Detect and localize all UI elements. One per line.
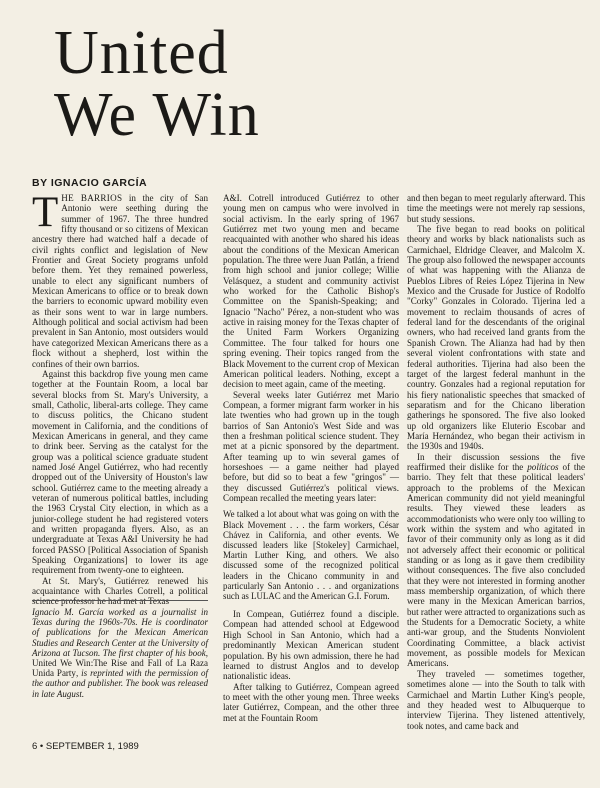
paragraph: The five began to read books on political theory and works by black nationalists such as Carmichael, Eldridge Cleaver, and Malcolm X. The group also followed the newspaper accounts of what was happening with the Alianza de Pueblos Libres of Reies López Tijerina in New Mexico and the Crusade for Justice of Rodolfo "Corky" Gonzales in Colorado. Tijerina led a movement to reclaim thousands of acres of federal land for the descendants of the original owners, who had received land grants from the Spanish Crown. The Alianza had had by then several violent confrontations with state and federal authorities. Tijerina had also been the target of the largest federal manhunt in the country. Gonzales had a regional reputation for his fiery nationalistic speeches that smacked of separatism and for the Chicano liberation gatherings he sponsored. The five also looked up old organizers like Eluterio Escobar and María Hernández, who began their activism in the 1930s and 1940s. bbox=[407, 224, 585, 452]
paragraph-text: in the city of San Antonio were seething during the summer of 1967. The three hundred fifty thousand or so citizens of Mexican ancestry there had watched half a decade of civil rights conflict and legislation of New Frontier and Great Society programs unfold before them. Yet they remained powerless, unable to elect any significant numbers of Mexican Americans to office or to break down the barriers to economic upward mobility even as their sons went to war in large numbers. Although political and social activism had been prevalent in San Antonio, most outsiders would have categorized Mexican Americans there as a flock without a shepherd, lost within the confines of their own barrios. bbox=[32, 193, 208, 369]
paragraph: In Compean, Gutiérrez found a disciple. Compean had attended school at Edgewood High School in San Antonio, which had a predominantly Mexican American student population. By his own admission, there he had learned to distrust Anglos and to develop nationalistic ideas. bbox=[223, 609, 399, 682]
block-quote bbox=[223, 509, 399, 601]
bio-text: Ignacio M. García worked as a journalist in Texas during the 1960s-70s. He is coordinator of publications for the Mexican American Studies and Research Center at the University of Arizona at Tucson. The first chapter of his book, bbox=[32, 607, 208, 658]
bio-divider bbox=[32, 600, 208, 601]
emphasis: políticos bbox=[527, 461, 559, 472]
book-title: United We Win bbox=[32, 658, 91, 669]
paragraph: They traveled — sometimes together, sometimes alone — into the South to talk with Carmichael and Martin Luther King's people, and they headed west to Albuquerque to interview Tijerina. They listened attentively, took notes, and came back and bbox=[407, 668, 585, 731]
article-column-2 bbox=[223, 193, 399, 758]
paragraph-text: of the barrio. They felt that these political leaders' approach to the problems of the Mexican American community did not yield meaningful results. They viewed these leaders as accommodationists who were only too willing to work within the system and who agitated in favor of their community only as long as it did not adversely affect their economic or political standing or as long as it gave them credibility without consequences. The five also concluded that they were not interested in forming another mass membership organization, of which there were many in the Mexican American barrios, but rather were attracted to organizations such as the Students for a Democratic Society, a white anti-war group, and the Students Nonviolent Coordinating Committee, a black activist movement, as possible models for Mexican Americans. bbox=[407, 461, 586, 669]
paragraph: A&I. Cotrell introduced Gutiérrez to other young men on campus who were involved in social activism. In the early spring of 1967 Gutiérrez met two young men and became reacquainted with another who shared his ideas about the conditions of the Mexican American population. The three were Juan Patlán, a friend from high school and junior college; Willie Velásquez, a student and community activist who worked for the Catholic Bishop's Committee on the Spanish-Speaking; and Ignacio "Nacho" Pérez, a non-student who was active in raising money for the Texas chapter of the United Farm Workers Organizing Committee. The four talked for hours one spring evening. Their topics ranged from the Black Movement to the current crop of Mexican American political leaders. Nothing, except a decision to meet again, came of the meeting. bbox=[223, 193, 400, 390]
paragraph: Against this backdrop five young men came together at the Fountain Room, a local bar several blocks from St. Mary's University, a small, Catholic, liberal-arts college. They came to discuss politics, the Chicano student movement in California, and the conditions of Mexican Americans in general, and they came to drink beer. Serving as the catalyst for the group was a political science graduate student named José Angel Gutiérrez, who had recently dropped out of the University of Houston's law school. Gutiérrez came to the meeting already a veteran of numerous political battles, including the 1963 Crystal City election, in which as a junior-college student he had registered voters and written propaganda flyers. Also, as an undergraduate at Texas A&I University he had forced PASSO [Political Association of Spanish Speaking Organizations] to lower its age requirement from twenty-one to eighteen. bbox=[32, 368, 208, 576]
title-line-1: United bbox=[54, 19, 229, 87]
paragraph: and then began to meet regularly afterward. This time the meetings were not merely rap sessions, but study sessions. bbox=[407, 193, 585, 224]
article-column-3 bbox=[407, 193, 585, 758]
paragraph: Several weeks later Gutiérrez met Mario Compean, a former migrant farm worker in his late twenties who had grown up in the tough barrios of San Antonio's West Side and was then a freshman political science student. They met at a picnic sponsored by the department. After teaming up to win several games of horseshoes — a game neither had played before, but did so to beat a few "gringos" — they discussed Gutiérrez's political views. Compean recalled the meeting years later: bbox=[223, 389, 399, 503]
byline: BY IGNACIO GARCÍA bbox=[32, 177, 148, 189]
quote-text: We talked a lot about what was going on with the Black Movement . . . the farm workers, César Chávez in California, and other events. We discussed leaders like [Stokeley] Carmichael, Martin Luther King, and others. We also discussed some of the recognized political leaders in the Chicano community in and particularly San Antonio . . . and organizations such as LULAC and the American G.I. Forum. bbox=[223, 509, 399, 601]
page-folio: 6 • SEPTEMBER 1, 1989 bbox=[32, 741, 139, 752]
paragraph bbox=[407, 452, 585, 669]
paragraph: After talking to Gutiérrez, Compean agreed to meet with the other young men. Three weeks later Gutiérrez, Compean, and the other three met at the Fountain Room bbox=[223, 681, 399, 723]
article-column-1 bbox=[32, 189, 208, 607]
article-title bbox=[54, 19, 260, 149]
title-line-2: We Win bbox=[54, 81, 260, 149]
paragraph bbox=[32, 189, 208, 369]
lead-in: HE BARRIOS bbox=[61, 193, 123, 203]
bio-text-end: , is reprinted with the permission of the author and publisher. The book was released in late August. bbox=[32, 668, 208, 699]
drop-cap: T bbox=[32, 189, 59, 236]
book-subtitle: :The Rise and Fall of La Raza Unida Party bbox=[32, 658, 208, 679]
author-bio bbox=[32, 607, 208, 725]
paragraph: At St. Mary's, Gutiérrez renewed his acquaintance with Charles Cotrell, a political science professor he had met at Texas bbox=[32, 575, 208, 607]
paragraph-text: In their discussion sessions the five reaffirmed their dislike for the bbox=[407, 451, 585, 472]
